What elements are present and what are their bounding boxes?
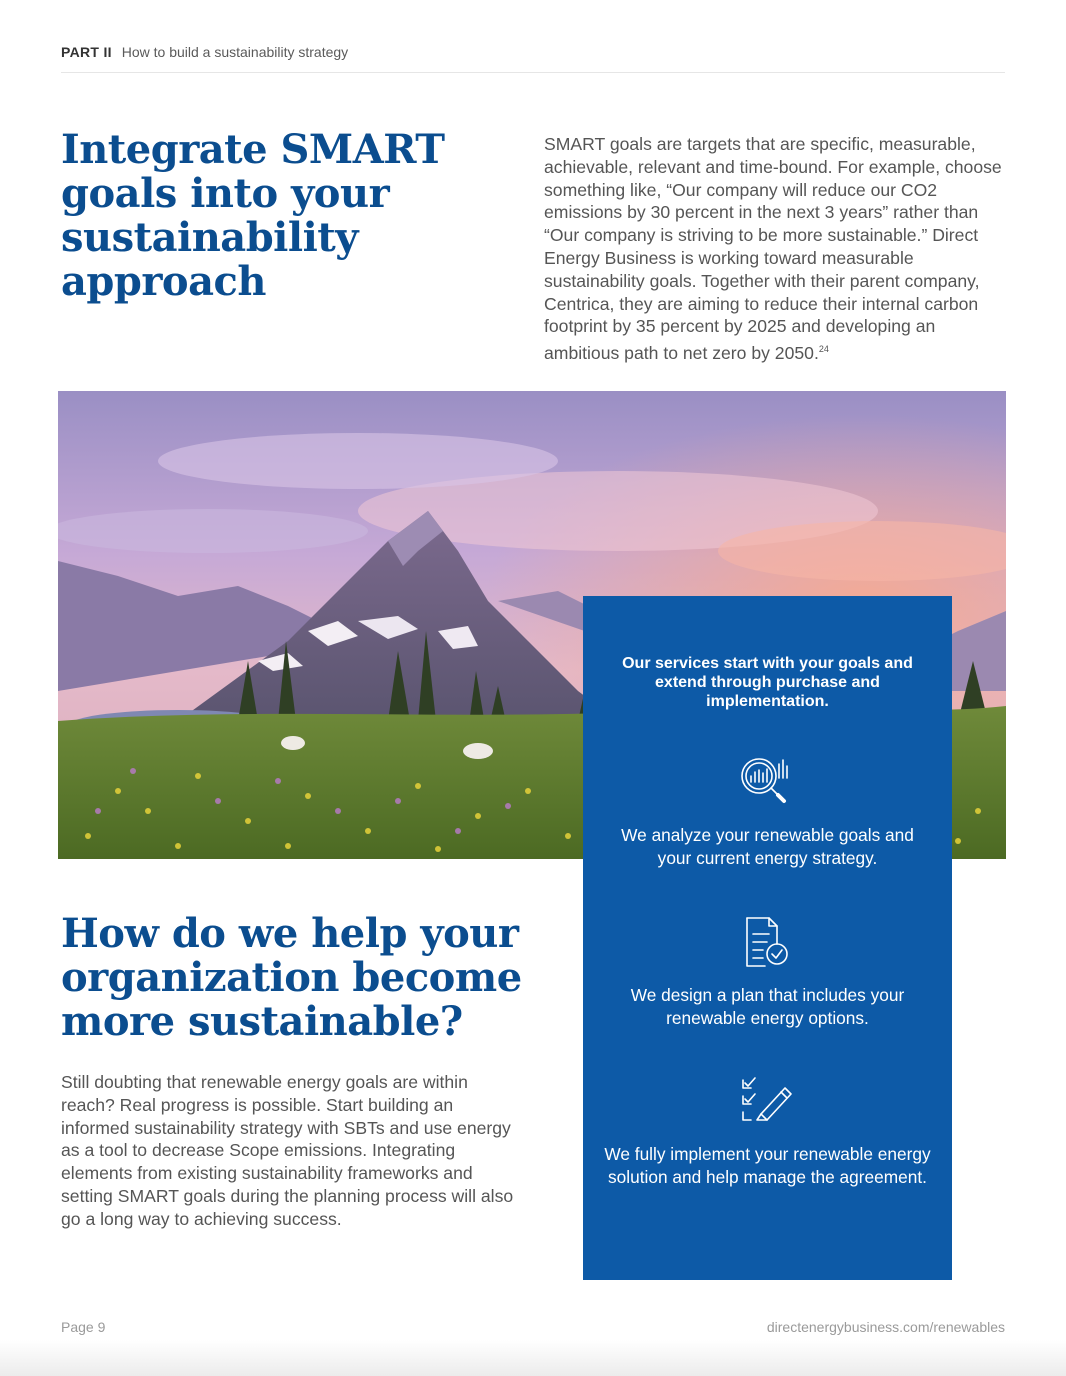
panel-title: Our services start with your goals and extend through purchase and implementation. xyxy=(622,655,913,710)
footer-url[interactable]: directenergybusiness.com/renewables xyxy=(766,1319,1005,1335)
section-label: How to build a sustainability strategy xyxy=(121,44,349,60)
part-label: PART II xyxy=(61,44,112,60)
section-body: Still doubting that renewable energy goals are within reach? Real progress is possible. Start building an informed sustainability strategy with SBTs and use energy as a tool to decrease Scope emissions. Integrating elements from existing sustainability frameworks and setting SMART goals during the planning process will also go a long way to achieving success. xyxy=(61,1072,514,1229)
services-panel xyxy=(583,596,952,1280)
page-bottom-shade xyxy=(0,1340,1066,1376)
page-title: Integrate SMART goals into your sustainability approach xyxy=(61,126,445,305)
header-divider xyxy=(61,72,1005,73)
step-implement: We fully implement your renewable energy solution and help manage the agreement. xyxy=(604,1144,931,1187)
section-heading: How do we help your organization become more sustainable? xyxy=(61,910,522,1045)
magnifier-chart-icon xyxy=(733,752,799,810)
intro-text: SMART goals are targets that are specific, measurable, achievable, relevant and time-bound. For example, choose something like, “Our company will reduce our CO2 emissions by 30 percent in the next 3 years” rather than “Our company is striving to be more sustainable.” Direct Energy Business is working toward measurable sustainability goals. Together with their parent company, Centrica, they are aiming to reduce their internal carbon footprint by 35 percent by 2025 and developing an ambitious path to net zero by 2050. xyxy=(544,134,1002,364)
running-header xyxy=(61,44,348,60)
intro-paragraph xyxy=(544,133,1010,365)
step-design: We design a plan that includes your renewable energy options. xyxy=(630,985,905,1028)
document-check-icon xyxy=(733,914,799,972)
footnote-ref: 24 xyxy=(818,344,829,355)
step-analyze: We analyze your renewable goals and your current energy strategy. xyxy=(621,825,914,868)
page-number: Page 9 xyxy=(61,1319,106,1335)
checklist-pencil-icon xyxy=(733,1074,799,1132)
